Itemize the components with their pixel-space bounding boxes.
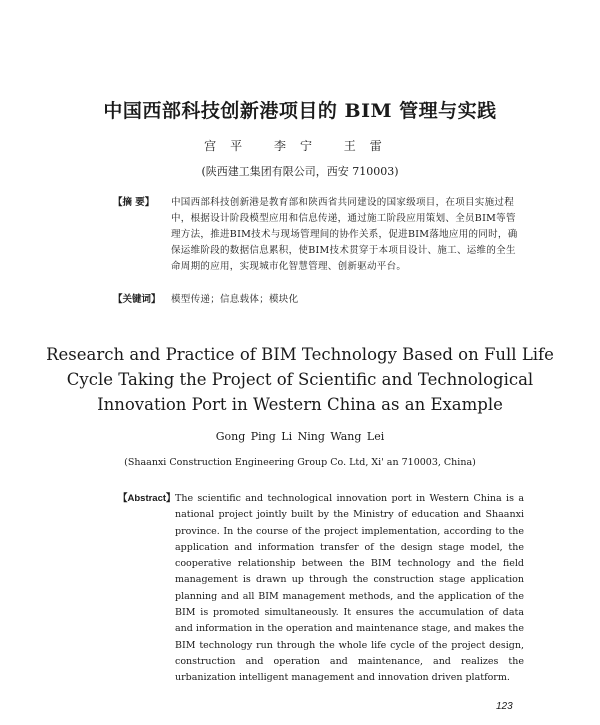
english-abstract-label: 【Abstract】: [118, 493, 176, 504]
chinese-authors: 宫平 李宁 王雷: [204, 139, 396, 153]
english-title-line: Innovation Port in Western China as an Example: [97, 395, 503, 414]
english-title-line: Cycle Taking the Project of Scientific and Technological: [66, 370, 534, 389]
chinese-keywords-text: 模型传递；信息载体；模块化: [171, 294, 299, 305]
english-title-line: Research and Practice of BIM Technology Based on Full Life: [46, 345, 554, 364]
chinese-title: 中国西部科技创新港项目的 BIM 管理与实践: [103, 100, 497, 122]
english-title: [0, 342, 600, 417]
chinese-affiliation: (陕西建工集团有限公司，西安 710003): [201, 165, 399, 178]
chinese-abstract-text: 中国西部科技创新港是教育部和陕西省共同建设的国家级项目，在项目实施过程中，根据设计阶段模型应用和信息传递，通过施工阶段应用策划、全员BIM等管理方法，推进BIM技术与现场管理间的协作关系，促进BIM落地应用的同时，确保运维阶段的数据信息累积，使BIM技术贯穿于本项目设计、施工、运维的全生命周期的应用，实现城市化智慧管理、创新驱动平台。: [171, 197, 518, 272]
page-number: 123: [496, 701, 513, 712]
chinese-keywords-block: [113, 292, 521, 308]
chinese-abstract-label: 【摘 要】: [113, 197, 155, 208]
english-abstract-text: The scientific and technological innovation port in Western China is a national project jointly built by the Ministry of education and Shaanxi province. In the course of the project implementation, according to the application and information transfer of the design stage model, the cooperative relationship between the BIM technology and the field management is drawn up through the construction stage application planning and all BIM management methods, and the application of the BIM is promoted simultaneously. It ensures the accumulation of data and information in the operation and maintenance stage, and makes the BIM technology run through the whole life cycle of the project design, construction and operation and maintenance, and realizes the urbanization intelligent management and innovation driven platform.: [175, 493, 524, 684]
chinese-abstract-block: [113, 195, 521, 275]
chinese-keywords-label: 【关键词】: [113, 294, 161, 305]
english-abstract-block: [118, 491, 524, 687]
english-affiliation: (Shaanxi Construction Engineering Group Co. Ltd, Xi' an 710003, China): [124, 457, 476, 468]
english-authors: Gong Ping Li Ning Wang Lei: [215, 430, 385, 443]
